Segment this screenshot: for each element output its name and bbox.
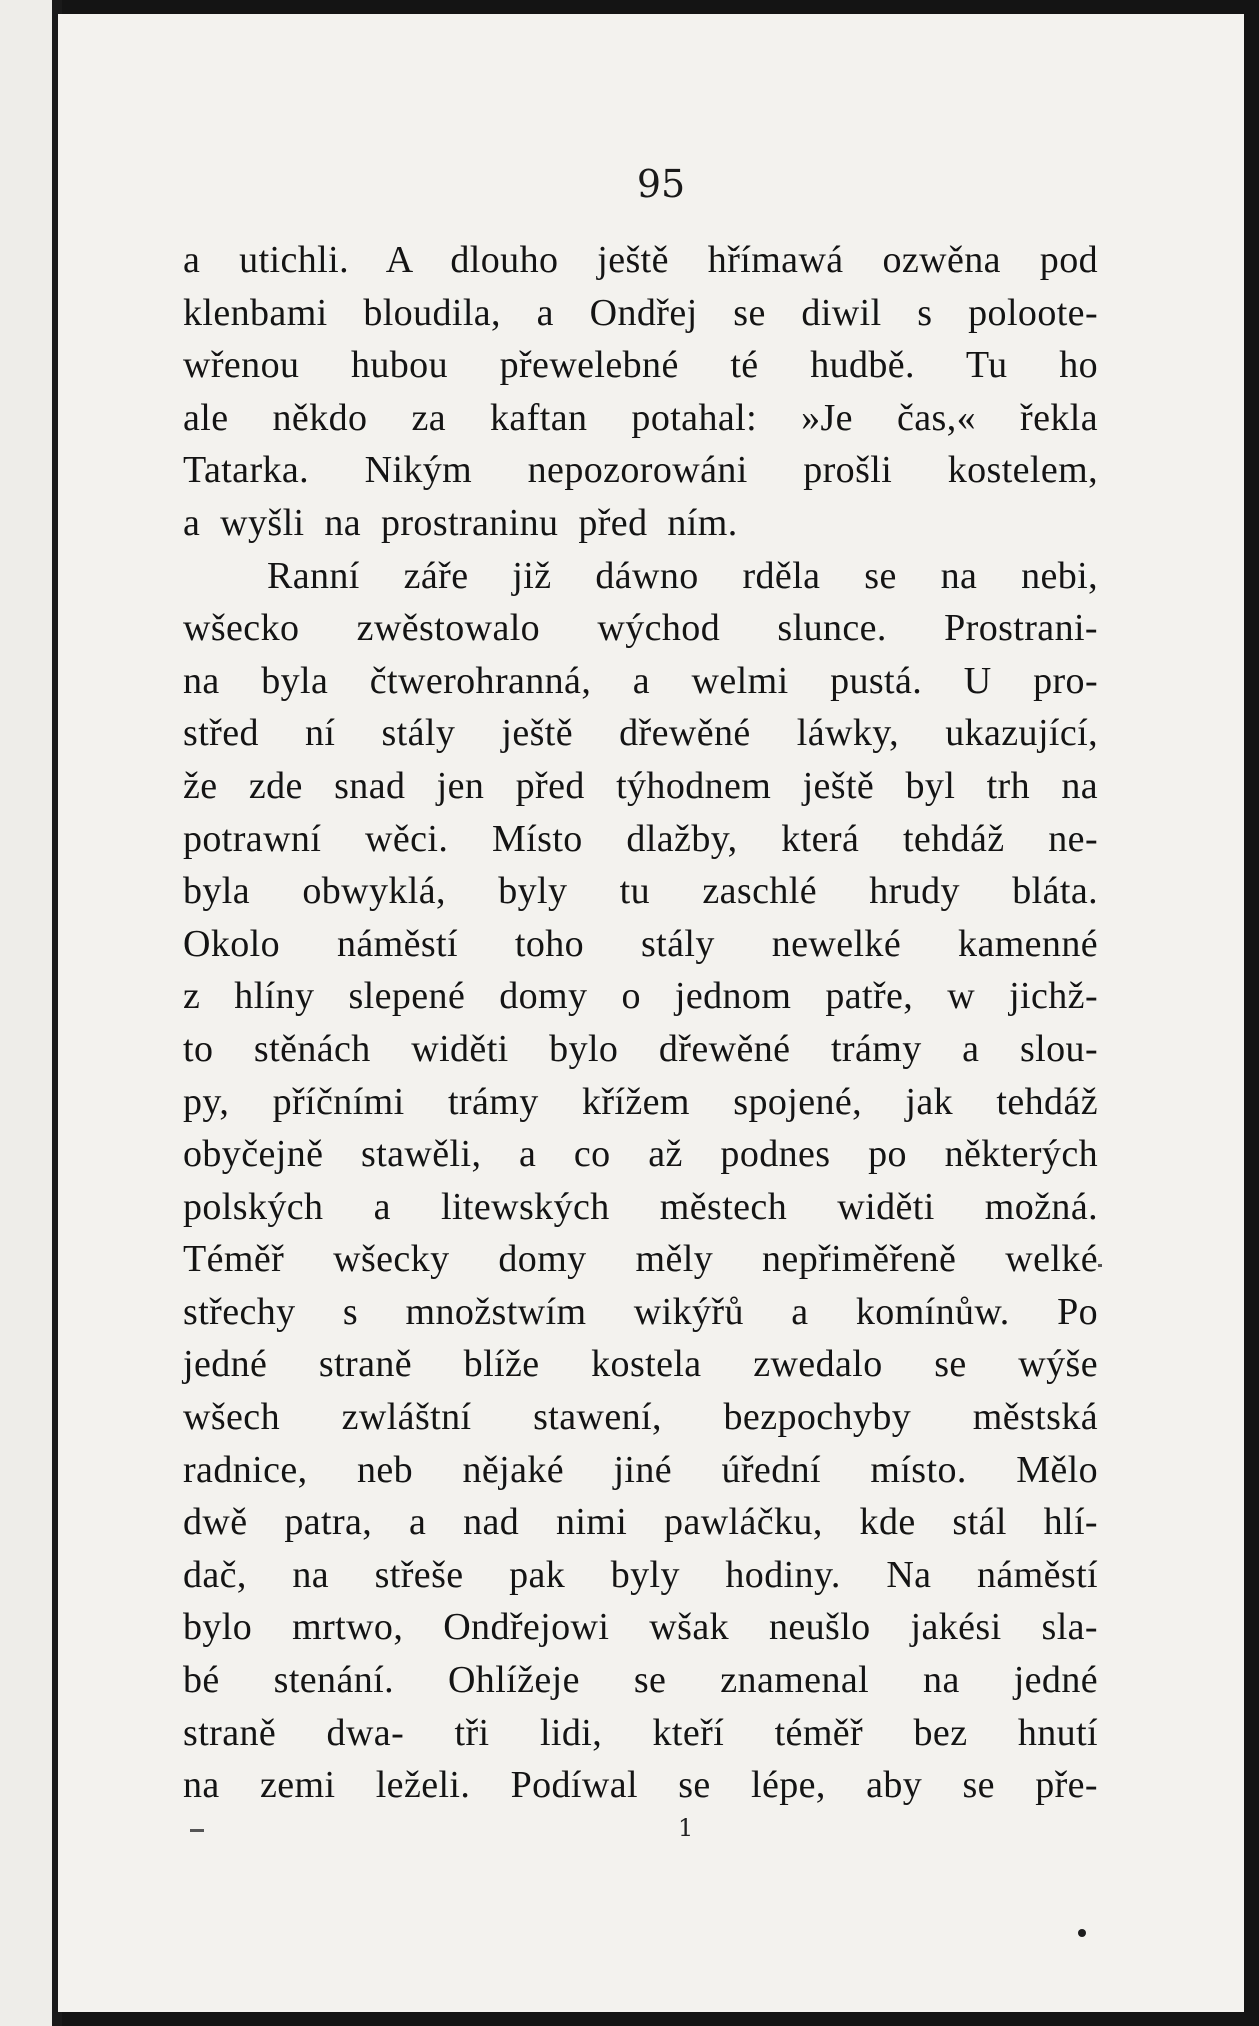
text-line: polských a litewských městech widěti možná. [183, 1185, 1098, 1228]
text-line: a wyšli na prostraninu před ním. [183, 501, 738, 544]
text-line: střed ní stály ještě dřewěné láwky, ukazující, [183, 712, 1098, 755]
text-line: dač, na střeše pak byly hodiny. Na náměstí [183, 1553, 1098, 1596]
text-line: klenbami bloudila, a Ondřej se diwil s polootе- [183, 291, 1098, 334]
text-line: z hlíny slepené domy o jednom patře, w jichž- [183, 975, 1098, 1018]
text-line: obyčejně stawěli, a co až podnes po některých [183, 1133, 1098, 1176]
text-line: wšecko zwěstowalo wýchod slunce. Prostrani- [183, 607, 1098, 650]
text-line: bylo mrtwo, Ondřejowi wšak neušlo jakési sla- [183, 1606, 1098, 1649]
text-line: wřenou hubou přewelebné té hudbě. Tu ho [183, 344, 1098, 387]
page-number: 95 [636, 162, 686, 206]
signature-mark: 1 [678, 1814, 694, 1842]
ink-speck [1078, 1929, 1086, 1937]
text-line: radnice, neb nějaké jiné úřední místo. Mělo [183, 1448, 1098, 1491]
text-line: dwě patra, a nad nimi pawláčku, kde stál hlí- [183, 1501, 1098, 1544]
text-line: střechy s množstwím wikýřů a komínůw. Po [183, 1290, 1098, 1333]
text-line: wšech zwláštní stawení, bezpochyby městská [183, 1396, 1098, 1439]
text-line: jedné straně blíže kostela zwedalo se wýše [183, 1343, 1098, 1386]
text-line: byla obwyklá, byly tu zaschlé hrudy bláta. [183, 870, 1098, 913]
text-line: Tatarka. Nikým nepozorowáni prošli kostelem, [183, 449, 1098, 492]
text-line: Téměř wšecky domy měly nepřiměřeně welké [183, 1238, 1098, 1281]
text-line: Okolo náměstí toho stály newelké kamenné [183, 922, 1098, 965]
text-line: py, příčními trámy křížem spojené, jak tehdáž [183, 1080, 1098, 1123]
text-line: na byla čtwerohranná, a welmi pustá. U pro- [183, 659, 1098, 702]
text-line: na zemi leželi. Podíwal se lépe, aby se pře- [183, 1764, 1098, 1807]
text-line: že zde snad jen před týhodnem ještě byl trh na [183, 764, 1098, 807]
print-dash [1098, 1264, 1102, 1267]
text-line: straně dwa- tři lidi, kteří téměř bez hnutí [183, 1711, 1098, 1754]
text-line: ale někdo za kaftan potahal: »Je čas,« řekla [183, 396, 1098, 439]
page-body-text [183, 234, 1098, 1812]
text-line: Ranní záře již dáwno rděla se na nebi, [267, 554, 1098, 597]
text-line: to stěnách widěti bylo dřewěné trámy a slou- [183, 1027, 1098, 1070]
print-dash [190, 1829, 204, 1832]
text-line: potrawní wěci. Místo dlažby, která tehdáž ne- [183, 817, 1098, 860]
text-line: a utichli. A dlouho ještě hřímawá ozwěna pod [183, 239, 1098, 281]
previous-page-edge [0, 0, 52, 2026]
book-page [58, 14, 1244, 2012]
text-line: bé stenání. Ohlížeje se znamenal na jedné [183, 1659, 1098, 1702]
